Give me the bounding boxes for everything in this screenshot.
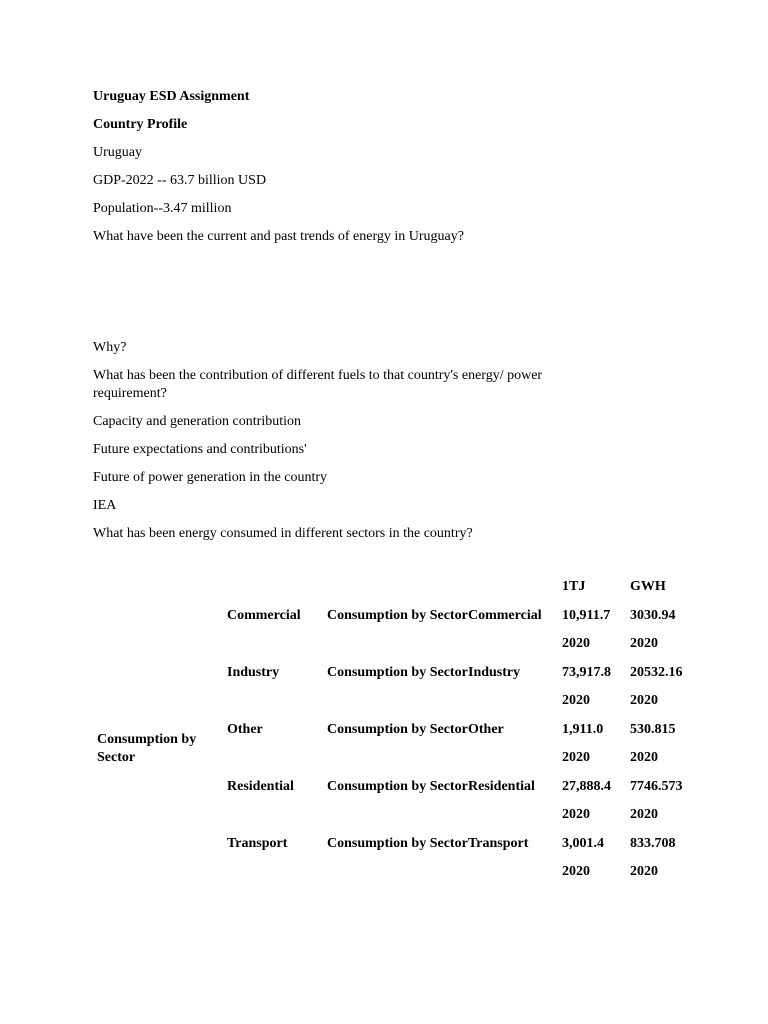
- row-gwh-value: 3030.94: [630, 608, 676, 623]
- header-empty-cell: [97, 576, 227, 606]
- row-consumption: Consumption by Sector: [327, 608, 468, 623]
- paragraph-population: Population--3.47 million: [93, 201, 232, 216]
- table-header-row: [97, 576, 700, 606]
- row-sector: Residential: [468, 779, 535, 794]
- row-consumption: Consumption by Sector: [327, 665, 468, 680]
- paragraph-gdp: GDP-2022 -- 63.7 billion USD: [93, 173, 267, 188]
- paragraph-country: Uruguay: [93, 145, 142, 160]
- row-gwh-value: 530.815: [630, 722, 676, 737]
- group-label: Consumption by Sector: [97, 732, 197, 765]
- row-sector: Industry: [468, 665, 521, 680]
- row-sector: Other: [468, 722, 504, 737]
- row-gwh-value: 7746.573: [630, 779, 683, 794]
- row-tj-value: 3,001.4: [562, 836, 604, 851]
- row-tj-value: 73,917.8: [562, 665, 611, 680]
- row-consumption: Consumption by Sector: [327, 779, 468, 794]
- row-gwh-value: 833.708: [630, 836, 676, 851]
- row-tj-year: 2020: [562, 807, 590, 822]
- paragraph-question-trends: What have been the current and past trends of energy in Uruguay?: [93, 229, 464, 244]
- row-tj-year: 2020: [562, 750, 590, 765]
- paragraph-question-fuels: What has been the contribution of different fuels to that country's energy/ power requirement?: [93, 368, 543, 401]
- row-tj-value: 1,911.0: [562, 722, 604, 737]
- header-tj: 1TJ: [562, 579, 586, 594]
- row-gwh-value: 20532.16: [630, 665, 683, 680]
- header-empty-cell: [227, 576, 327, 606]
- row-name: Commercial: [227, 608, 301, 623]
- row-gwh-year: 2020: [630, 636, 658, 651]
- paragraph-capacity: Capacity and generation contribution: [93, 414, 301, 429]
- document-title: Uruguay ESD Assignment: [93, 89, 250, 104]
- header-gwh: GWH: [630, 579, 666, 594]
- paragraph-iea: IEA: [93, 498, 117, 513]
- table-row: [97, 606, 700, 635]
- row-gwh-year: 2020: [630, 807, 658, 822]
- sector-consumption-table: [97, 576, 700, 891]
- paragraph-why: Why?: [93, 340, 127, 355]
- row-sector: Transport: [468, 836, 529, 851]
- row-name: Industry: [227, 665, 280, 680]
- row-name: Transport: [227, 836, 288, 851]
- row-gwh-year: 2020: [630, 693, 658, 708]
- row-sector: Commercial: [468, 608, 542, 623]
- row-name: Other: [227, 722, 263, 737]
- row-tj-year: 2020: [562, 864, 590, 879]
- document-subtitle: Country Profile: [93, 117, 188, 132]
- row-consumption: Consumption by Sector: [327, 722, 468, 737]
- paragraph-future-power: Future of power generation in the country: [93, 470, 328, 485]
- row-tj-year: 2020: [562, 693, 590, 708]
- row-tj-value: 27,888.4: [562, 779, 611, 794]
- row-tj-value: 10,911.7: [562, 608, 611, 623]
- row-consumption: Consumption by Sector: [327, 836, 468, 851]
- row-gwh-year: 2020: [630, 750, 658, 765]
- paragraph-question-sectors: What has been energy consumed in different sectors in the country?: [93, 526, 473, 541]
- row-name: Residential: [227, 779, 294, 794]
- header-empty-cell: [468, 576, 562, 606]
- paragraph-future-expectations: Future expectations and contributions': [93, 442, 307, 457]
- header-empty-cell: [327, 576, 468, 606]
- row-tj-year: 2020: [562, 636, 590, 651]
- row-gwh-year: 2020: [630, 864, 658, 879]
